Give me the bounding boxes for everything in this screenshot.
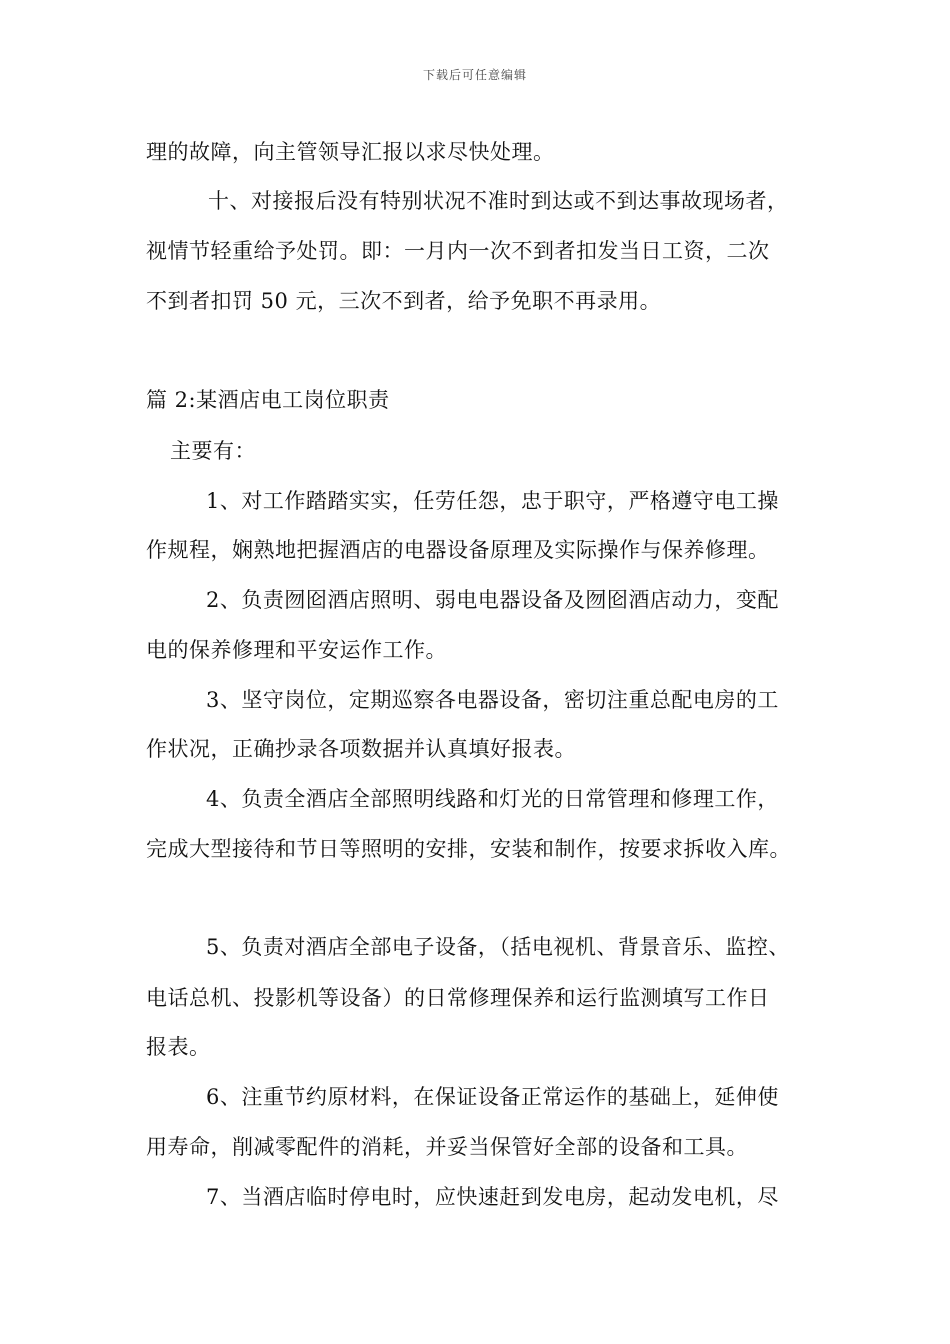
text-line-1: 理的故障，向主管领导汇报以求尽快处理。 [146, 140, 555, 164]
item-2-line-1: 2、负责囫囵酒店照明、弱电电器设备及囫囵酒店动力，变配 [206, 588, 779, 612]
page-header: 下载后可任意编辑 [422, 68, 527, 82]
item-2-line-2: 电的保养修理和平安运作工作。 [146, 638, 447, 662]
item-5-line-2: 电话总机、投影机等设备）的日常修理保养和运行监测填写工作日 [146, 986, 770, 1010]
item-7-line-1: 7、当酒店临时停电时，应快速赶到发电房，起动发电机，尽 [206, 1185, 779, 1209]
item-4-line-2: 完成大型接待和节日等照明的安排，安装和制作，按要求拆收入库。 [146, 837, 791, 861]
item-6-line-1: 6、注重节约原材料，在保证设备正常运作的基础上，延伸使 [206, 1085, 779, 1109]
text-line-6: 主要有： [170, 439, 256, 463]
item-1-line-1: 1、对工作踏踏实实，任劳任怨，忠于职守，严格遵守电工操 [206, 489, 779, 513]
item-3-line-2: 作状况，正确抄录各项数据并认真填好报表。 [146, 737, 576, 761]
section-title: 篇 2:某酒店电工岗位职责 [146, 388, 390, 412]
item-3-line-1: 3、坚守岗位，定期巡察各电器设备，密切注重总配电房的工 [206, 688, 779, 712]
text-line-4: 不到者扣罚 50 元，三次不到者，给予免职不再录用。 [146, 289, 662, 313]
text-line-3: 视情节轻重给予处罚。即：一月内一次不到者扣发当日工资，二次 [146, 239, 770, 263]
item-5-line-3: 报表。 [146, 1035, 211, 1059]
item-4-line-1: 4、负责全酒店全部照明线路和灯光的日常管理和修理工作， [206, 787, 779, 811]
item-5-line-1: 5、负责对酒店全部电子设备，（括电视机、背景音乐、监控、 [206, 935, 790, 959]
text-line-2: 十、对接报后没有特别状况不准时到达或不到达事故现场者， [208, 189, 789, 213]
item-6-line-2: 用寿命，削减零配件的消耗，并妥当保管好全部的设备和工具。 [146, 1135, 748, 1159]
item-1-line-2: 作规程，娴熟地把握酒店的电器设备原理及实际操作与保养修理。 [146, 538, 770, 562]
